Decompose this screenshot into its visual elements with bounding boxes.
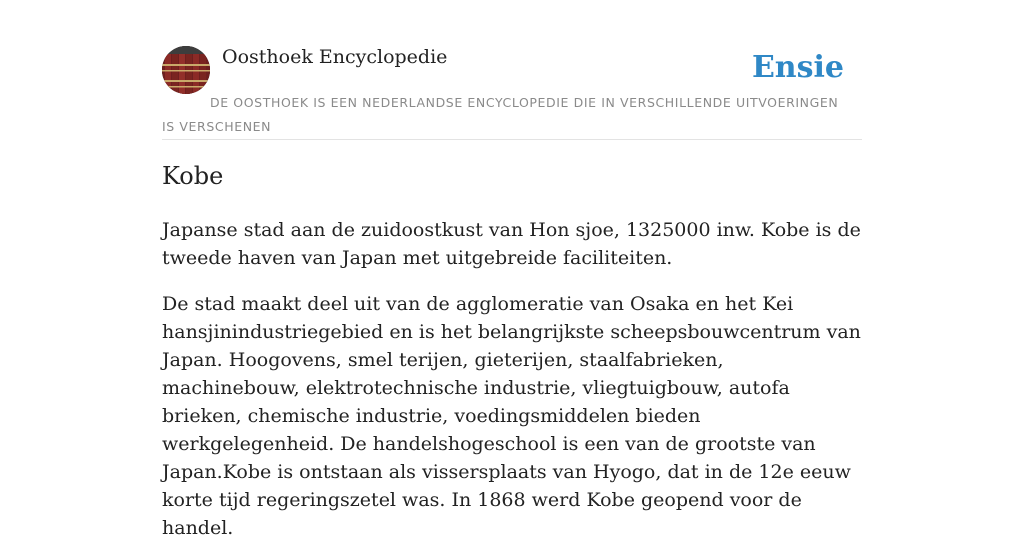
brand-logo-link[interactable]: Ensie bbox=[751, 50, 844, 85]
encyclopedia-books-icon[interactable] bbox=[162, 46, 210, 94]
page bbox=[162, 0, 862, 539]
article-paragraph: Japanse stad aan de zuidoostkust van Hon sjoe, 1325000 inw. Kobe is de tweede haven van Japan met uitgebreide faciliteiten. bbox=[162, 219, 861, 269]
site-tagline: DE OOSTHOEK IS EEN NEDERLANDSE ENCYCLOPEDIE DIE IN VERSCHILLENDE UITVOERINGEN IS VERSCHENEN bbox=[162, 95, 839, 134]
article-title: Kobe bbox=[162, 162, 224, 190]
header-divider bbox=[162, 139, 862, 140]
article-paragraph: De stad maakt deel uit van de agglomeratie van Osaka en het Kei hansjinindustriegebied en is het belangrijkste scheepsbouwcentrum van Japan. Hoogovens, smel terijen, gieterijen, staalfabrieken, machinebouw, elektrotechnische industrie, vliegtuigbouw, autofa brieken, chemische industrie, voedingsmiddelen bieden werkgelegenheid. De handelshogeschool is een van de grootste van Japan.Kobe is ontstaan als vissersplaats van Hyogo, dat in de 12e eeuw korte tijd regeringszetel was. In 1868 werd Kobe geopend voor de handel. bbox=[162, 293, 861, 539]
article-body bbox=[162, 216, 862, 560]
site-name[interactable]: Oosthoek Encyclopedie bbox=[222, 46, 448, 68]
